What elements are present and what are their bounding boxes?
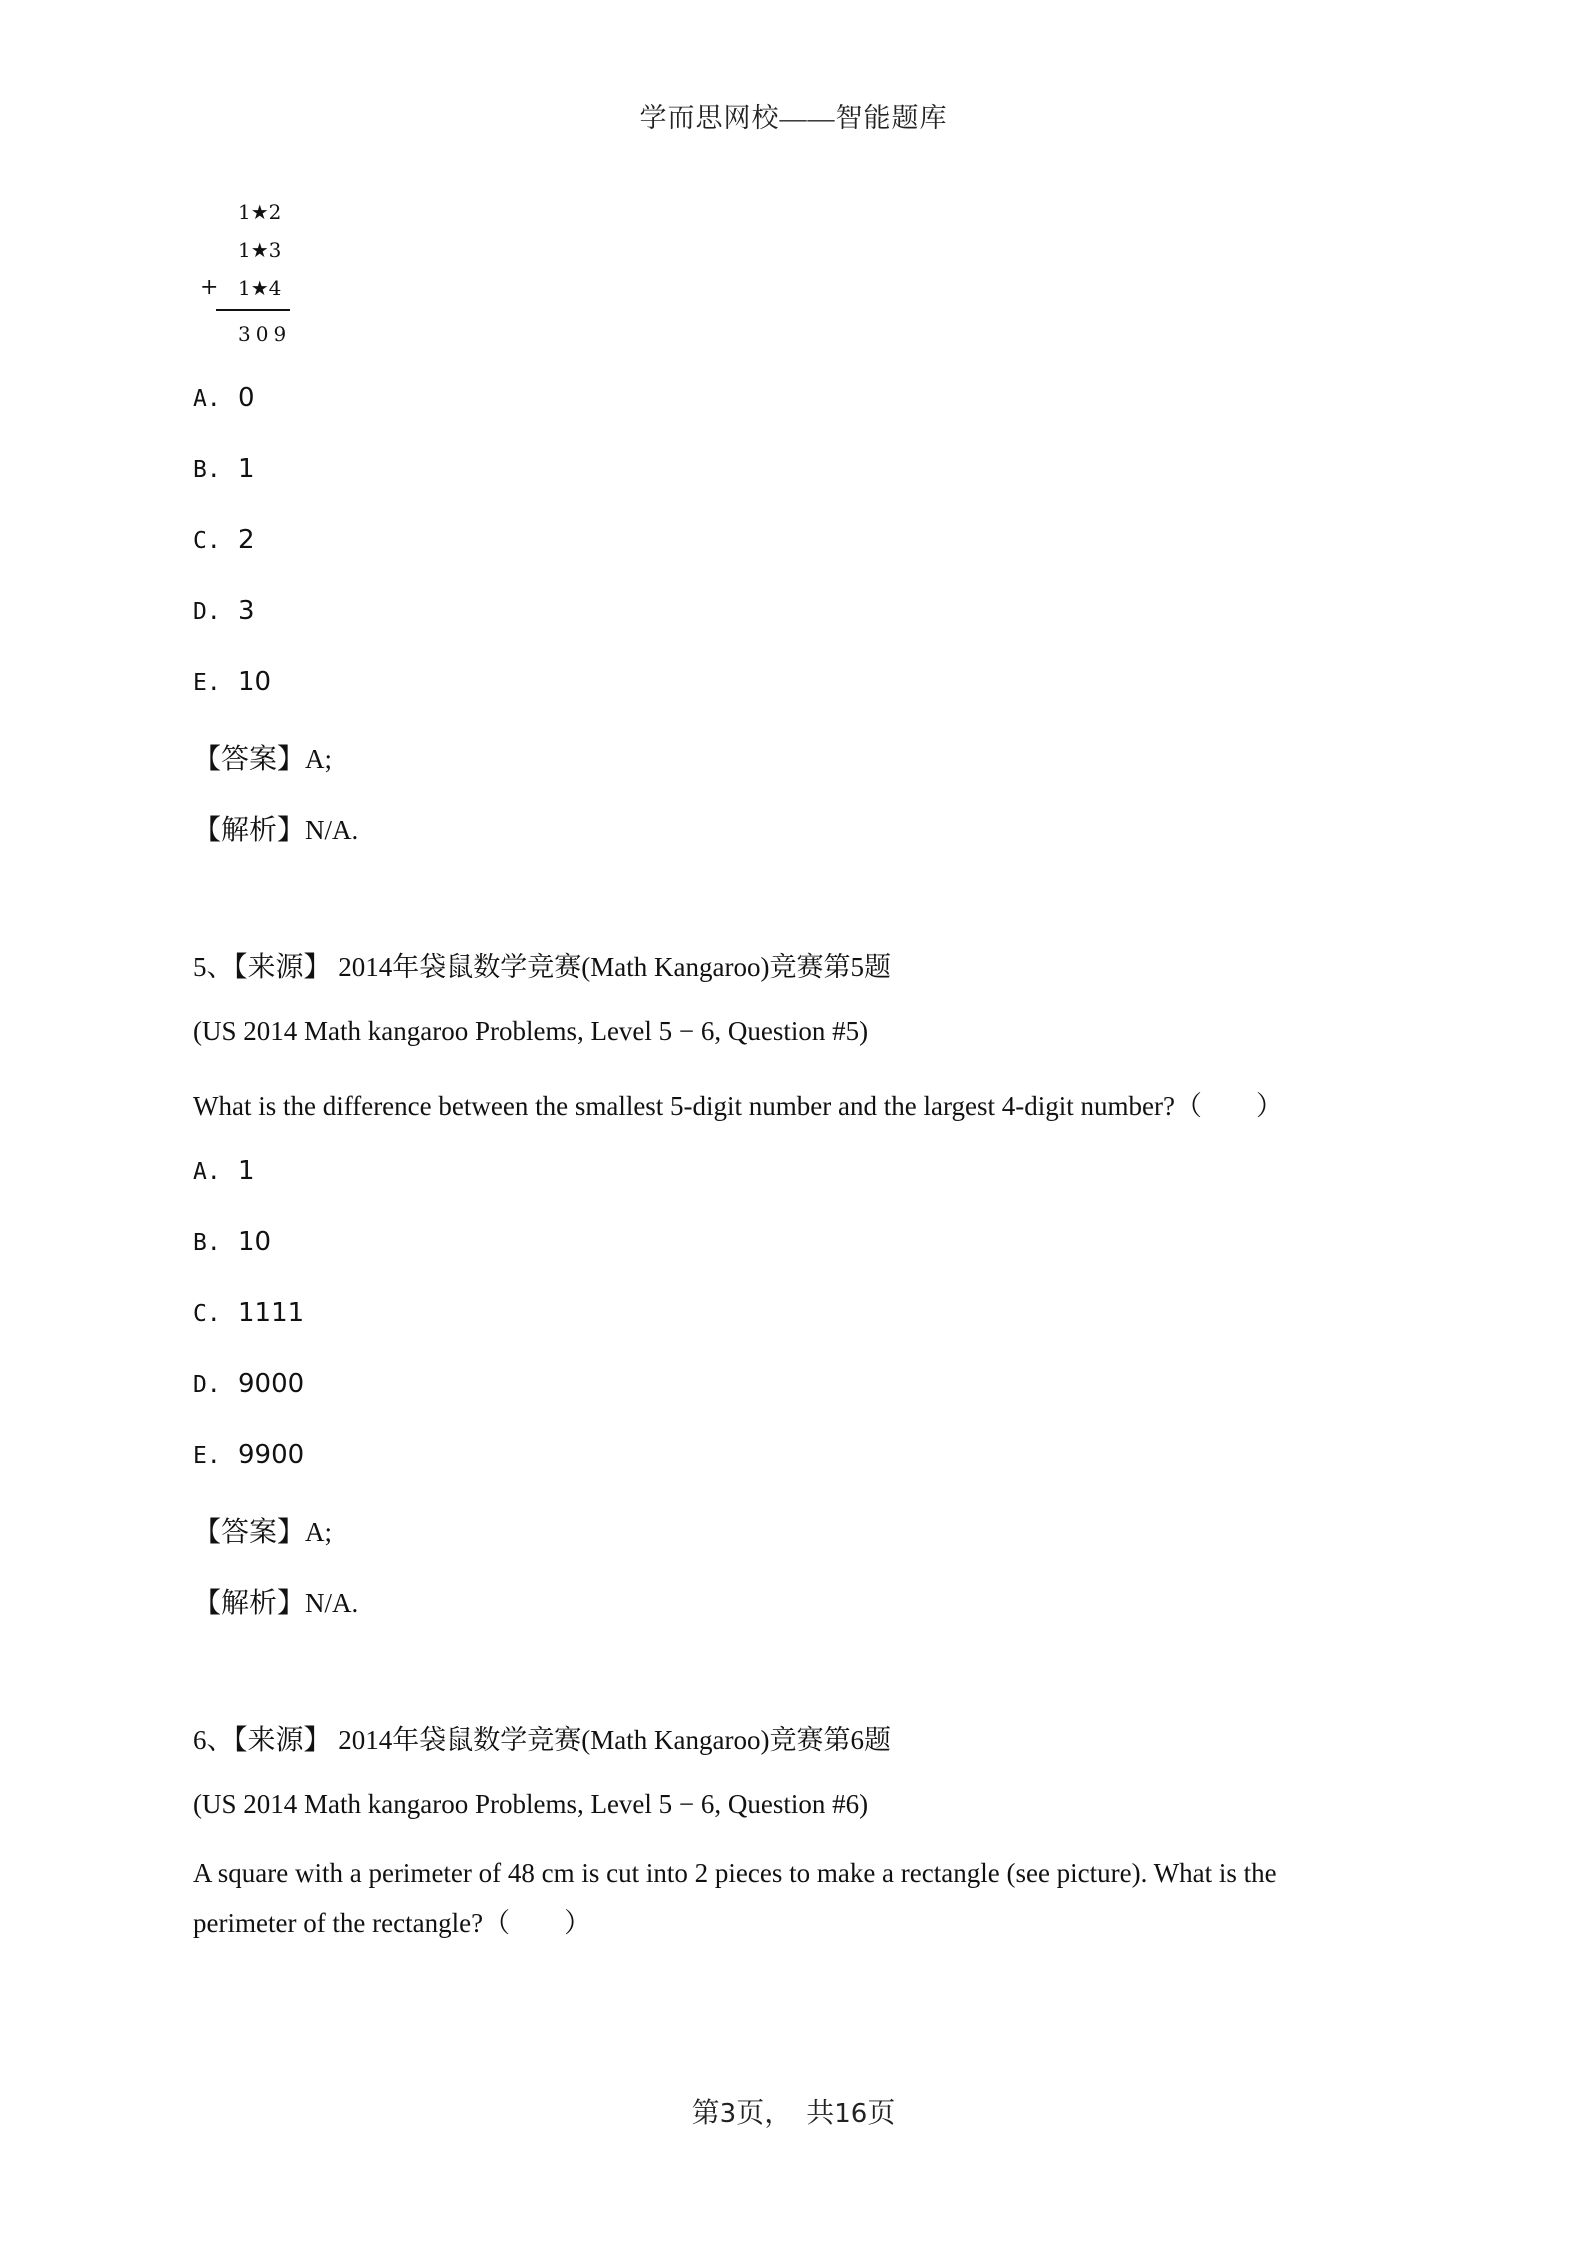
- option-letter: C.: [193, 1301, 221, 1327]
- plus-sign: +: [200, 275, 219, 300]
- addend-3: 1★4: [238, 276, 282, 300]
- option-letter: B.: [193, 457, 221, 483]
- analysis-value: N/A.: [305, 815, 359, 845]
- current-page: 3: [719, 2099, 737, 2129]
- option-value: 1: [238, 1156, 255, 1186]
- answer-label: 【答案】: [193, 1517, 306, 1548]
- q6-subtitle: (US 2014 Math kangaroo Problems, Level 5 − 6, Question #6): [193, 1789, 869, 1819]
- total-pages: 16: [834, 2099, 868, 2129]
- q5-answer: [193, 1510, 332, 1550]
- page-footer: [0, 2091, 1587, 2131]
- q4-option-d: [193, 596, 255, 626]
- answer-value: A;: [305, 1517, 333, 1547]
- sum-result: 309: [238, 322, 292, 346]
- option-value: 9000: [238, 1369, 305, 1399]
- footer-prefix: 第: [691, 2098, 720, 2129]
- option-value: 9900: [238, 1440, 305, 1470]
- footer-mid: 页， 共: [736, 2098, 835, 2129]
- answer-value: A;: [305, 744, 333, 774]
- addition-puzzle: [190, 193, 300, 346]
- question-number: 6、: [193, 1725, 234, 1755]
- source-text: 2014年袋鼠数学竞赛(Math Kangaroo)竞赛第6题: [338, 1725, 891, 1755]
- page-header: 学而思网校——智能题库: [639, 103, 948, 133]
- question-line-2: perimeter of the rectangle?（ ）: [193, 1908, 592, 1938]
- addend-1: 1★2: [238, 200, 282, 224]
- option-value: 10: [238, 667, 272, 697]
- addend-2: 1★3: [238, 238, 282, 262]
- answer-label: 【答案】: [193, 744, 306, 775]
- option-letter: A.: [193, 1159, 221, 1185]
- option-value: 10: [238, 1227, 272, 1257]
- option-value: 1111: [238, 1298, 305, 1328]
- option-value: 1: [238, 454, 255, 484]
- q5-option-e: [193, 1440, 304, 1470]
- option-value: 0: [238, 383, 255, 413]
- source-label: 【来源】: [233, 952, 332, 983]
- option-letter: A.: [193, 386, 221, 412]
- q5-option-a: [193, 1156, 255, 1186]
- question-line-1: A square with a perimeter of 48 cm is cut into 2 pieces to make a rectangle (see picture). What is the: [193, 1858, 1277, 1888]
- analysis-label: 【解析】: [193, 815, 306, 846]
- option-letter: E.: [193, 1443, 221, 1469]
- source-text: 2014年袋鼠数学竞赛(Math Kangaroo)竞赛第5题: [338, 952, 891, 982]
- option-letter: D.: [193, 1372, 221, 1398]
- option-letter: C.: [193, 528, 221, 554]
- q4-option-c: [193, 525, 255, 555]
- q4-option-b: [193, 454, 255, 484]
- q6-question: [193, 1848, 1383, 1948]
- sum-rule: [216, 309, 290, 311]
- q4-option-a: [193, 383, 255, 413]
- q4-answer: [193, 737, 332, 777]
- option-letter: B.: [193, 1230, 221, 1256]
- question-number: 5、: [193, 952, 234, 982]
- q5-option-c: [193, 1298, 304, 1328]
- option-value: 3: [238, 596, 255, 626]
- q6-heading: [193, 1718, 891, 1758]
- q5-heading: [193, 945, 891, 985]
- q5-question: What is the difference between the smallest 5-digit number and the largest 4-digit number?（ ）: [193, 1091, 1283, 1121]
- analysis-label: 【解析】: [193, 1588, 306, 1619]
- q5-option-b: [193, 1227, 271, 1257]
- option-letter: D.: [193, 599, 221, 625]
- q4-analysis: [193, 808, 358, 848]
- analysis-value: N/A.: [305, 1588, 359, 1618]
- q5-subtitle: (US 2014 Math kangaroo Problems, Level 5 − 6, Question #5): [193, 1016, 869, 1046]
- q5-option-d: [193, 1369, 304, 1399]
- q4-option-e: [193, 667, 271, 697]
- option-letter: E.: [193, 670, 221, 696]
- q5-analysis: [193, 1581, 358, 1621]
- footer-suffix: 页: [867, 2098, 896, 2129]
- option-value: 2: [238, 525, 255, 555]
- source-label: 【来源】: [233, 1725, 332, 1756]
